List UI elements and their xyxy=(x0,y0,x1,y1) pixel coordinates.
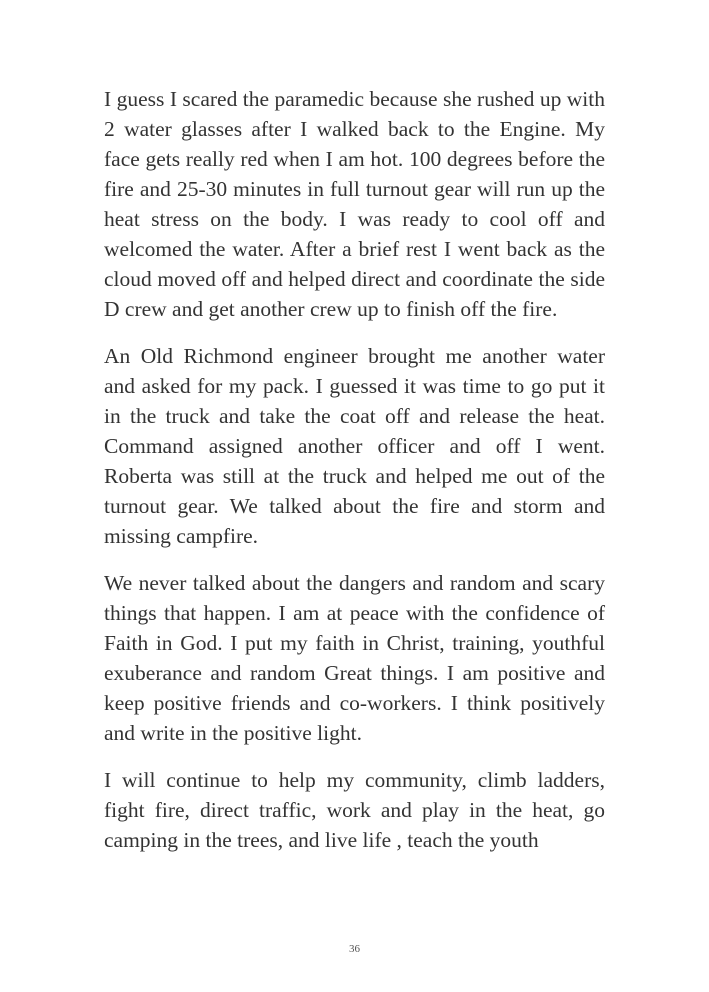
body-text xyxy=(104,84,605,872)
paragraph-3: We never talked about the dangers and random and scary things that happen. I am at peace with the confidence of Faith in God. I put my faith in Christ, training, youthful exuberance and random Great things. I am positive and keep positive friends and co-workers. I think positively and write in the positive light. xyxy=(104,571,605,745)
paragraph-1: I guess I scared the paramedic because she rushed up with 2 water glasses after I walked back to the Engine. My face gets really red when I am hot. 100 degrees before the fire and 25-30 minutes in full turnout gear will run up the heat stress on the body. I was ready to cool off and welcomed the water. After a brief rest I went back as the cloud moved off and helped direct and coordinate the side D crew and get another crew up to finish off the fire. xyxy=(104,87,605,321)
paragraph-2: An Old Richmond engineer brought me another water and asked for my pack. I guessed it was time to go put it in the truck and take the coat off and release the heat. Command assigned another officer and off I went. Roberta was still at the truck and helped me out of the turnout gear. We talked about the fire and storm and missing campfire. xyxy=(104,344,605,548)
paragraph-4: I will continue to help my community, climb ladders, fight fire, direct traffic, work and play in the heat, go camping in the trees, and live life , teach the youth xyxy=(104,768,605,852)
page-number: 36 xyxy=(349,943,360,955)
